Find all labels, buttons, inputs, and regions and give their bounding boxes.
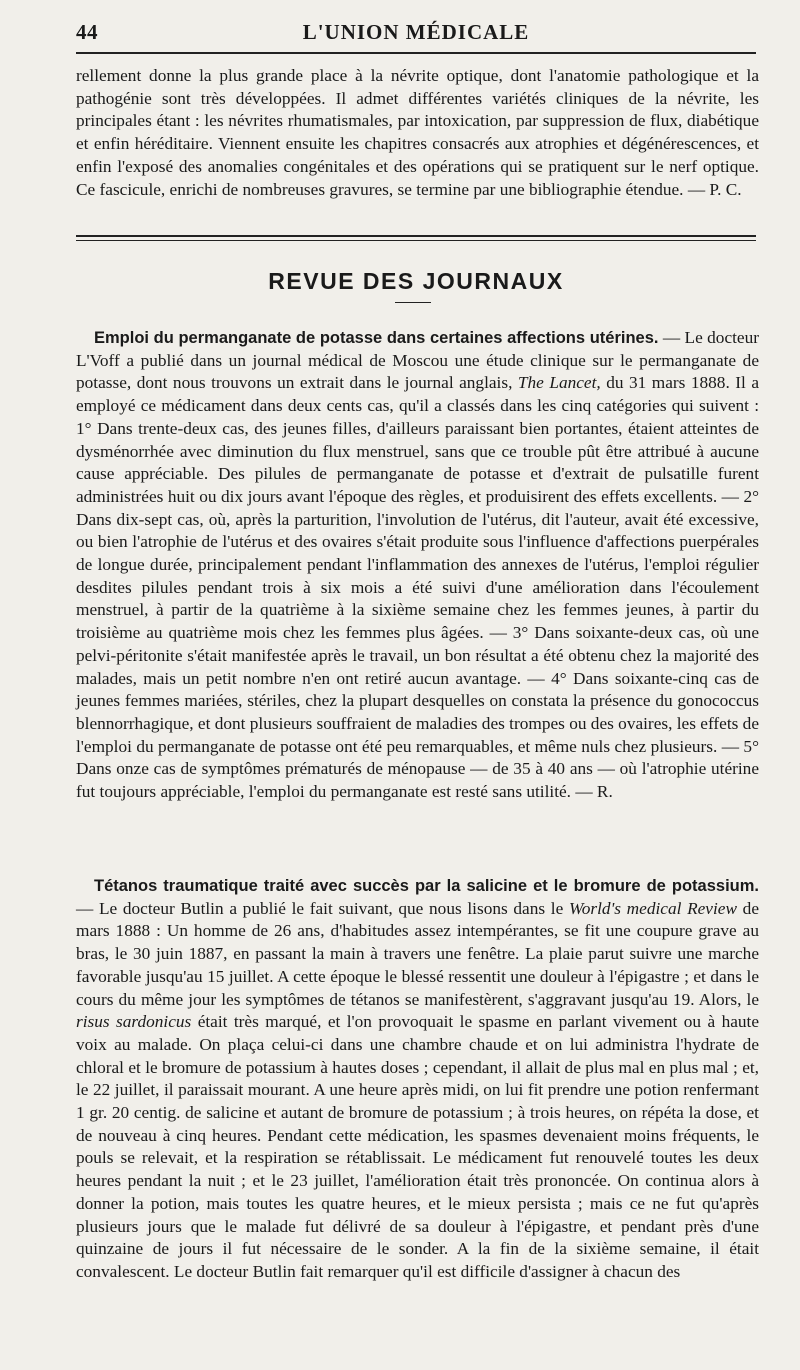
latin-term: risus sardonicus [76,1012,192,1032]
article-permanganate [76,327,759,804]
page-header [76,14,756,50]
header-rule [76,52,756,54]
article-tetanos [76,875,759,1284]
article-text: — Le docteur L'Voff a publié dans un journal médical de Moscou une étude clinique sur le permanganate de potasse, dont nous trouvons un extrait dans le journal anglais, [76,328,759,393]
article-text: de mars 1888 : Un homme de 26 ans, d'habitudes assez intempérantes, se fit une coupure grave au bras, le 30 juin 1887, en passant la main à travers une fenêtre. La plaie parut suivre une marche favorable jusqu'au 15 juillet. A cette époque le blessé ressentit une douleur à l'épigastre ; et dans le cours du même jour les symptômes de tétanos se manifestèrent, s'aggravant jusqu'au 19. Alors, le [76,898,759,1009]
article-heading: Tétanos traumatique traité avec succès par la salicine et le bromure de potassium. [94,877,759,895]
article-heading: Emploi du permanganate de potasse dans certaines affections utérines. [94,329,659,347]
intro-paragraph: rellement donne la plus grande place à la névrite optique, dont l'anatomie pathologique et la pathogénie sont très développées. Il admet différentes variétés cliniques de la névrite, les principales étant : les névrites rhumatismales, par intoxication, par suppression de flux, diabétique et enfin héréditaire. Viennent ensuite les chapitres consacrés aux atrophies et dégénérescences, et enfin l'exposé des anomalies congénitales et des opérations qui se pratiquent sur le nerf optique. Ce fascicule, enrichi de nombreuses gravures, se termine par une bibliographie étendue. — P. C. [76,66,759,199]
article-paragraph [76,875,759,1284]
article-text: du 31 mars 1888. Il a employé ce médicament dans deux cents cas, qu'il a classés dans les cinq catégories qui suivent : 1° Dans trente-deux cas, des jeunes filles, d'ailleurs paraissant bien portantes, étaient atteintes de dysménorrhée avec diminution du flux menstruel, sans que ce trouble pût être attribué à aucune cause appréciable. Des pilules de permanganate de potasse et d'extrait de pulsatille furent administrées huit ou dix jours avant l'époque des règles, et produisirent des effets excellents. — 2° Dans dix-sept cas, où, après la parturition, l'involution de l'utérus, dit l'auteur, avait été excessive, ou bien l'atrophie de l'utérus et des ovaires s'était produite sous l'influence d'affections puerpérales de longue durée, principalement pendant l'inflammation des annexes de l'utérus, l'emploi régulier desdites pilules pendant trois à six mois a été suivi d'une amélioration dans l'écoulement menstruel, à partir de la quatrième à la sixième semaine chez les femmes jeunes, à partir du troisième au quatrième mois chez les femmes plus âgées. — 3° Dans soixante-deux cas, où une pelvi-péritonite s'était manifestée après le travail, un bon résultat a été obtenu chez la majorité des malades, mais un petit nombre n'en ont retiré aucun avantage. — 4° Dans soixante-cinq cas de jeunes femmes mariées, stériles, chez la plupart desquelles on constata la présence du gonococcus blennorrhagique, et dont plusieurs souffraient de maladies des trompes ou des ovaires, les effets de l'emploi du permanganate de potasse ont été peu remarquables, et même nuls chez plusieurs. — 5° Dans onze cas de symptômes prématurés de ménopause — de 35 à 40 ans — où l'atrophie utérine fut toujours appréciable, l'emploi du permanganate est resté sans utilité. — R. [76,373,760,802]
article-paragraph [76,327,759,804]
article-text: — Le docteur Butlin a publié le fait suivant, que nous lisons dans le [76,898,569,918]
title-underline [395,302,431,303]
page-number: 44 [76,20,98,44]
running-title: L'UNION MÉDICALE [302,20,530,44]
journal-title: World's medical Review [568,898,737,918]
section-separator [76,235,756,241]
section-title: REVUE DES JOURNAUX [268,268,564,294]
journal-title: The Lancet, [517,373,601,393]
article-text: était très marqué, et l'on provoquait le spasme en parlant vivement ou à haute voix au malade. On plaça celui-ci dans une chambre chaude et on lui administra l'hydrate de chloral et le bromure de potassium à hautes doses ; cependant, il allait de plus mal en plus mal ; et, le 22 juillet, il paraissait mourant. A une heure après midi, on lui fit prendre une potion renfermant 1 gr. 20 centig. de salicine et autant de bromure de potassium ; à trois heures, on répéta la dose, et de nouveau à cinq heures. Pendant cette médication, les spasmes devenaient moins fréquents, le pouls se relevait, et la respiration se rétablissait. Le médicament fut renouvelé toutes les deux heures pendant la nuit ; et le 23 juillet, l'amélioration était très prononcée. On continua alors à donner la potion, mais toutes les quatre heures, et le mieux persista ; mais ce ne fut qu'après plusieurs jours que le malade fut délivré de sa douleur à l'épigastre, et pendant près d'une quinzaine de jours il fut nécessaire de le sonder. A la fin de la sixième semaine, il était convalescent. Le docteur Butlin fait remarquer qu'il est difficile d'assigner à chacun des [76,1012,759,1281]
